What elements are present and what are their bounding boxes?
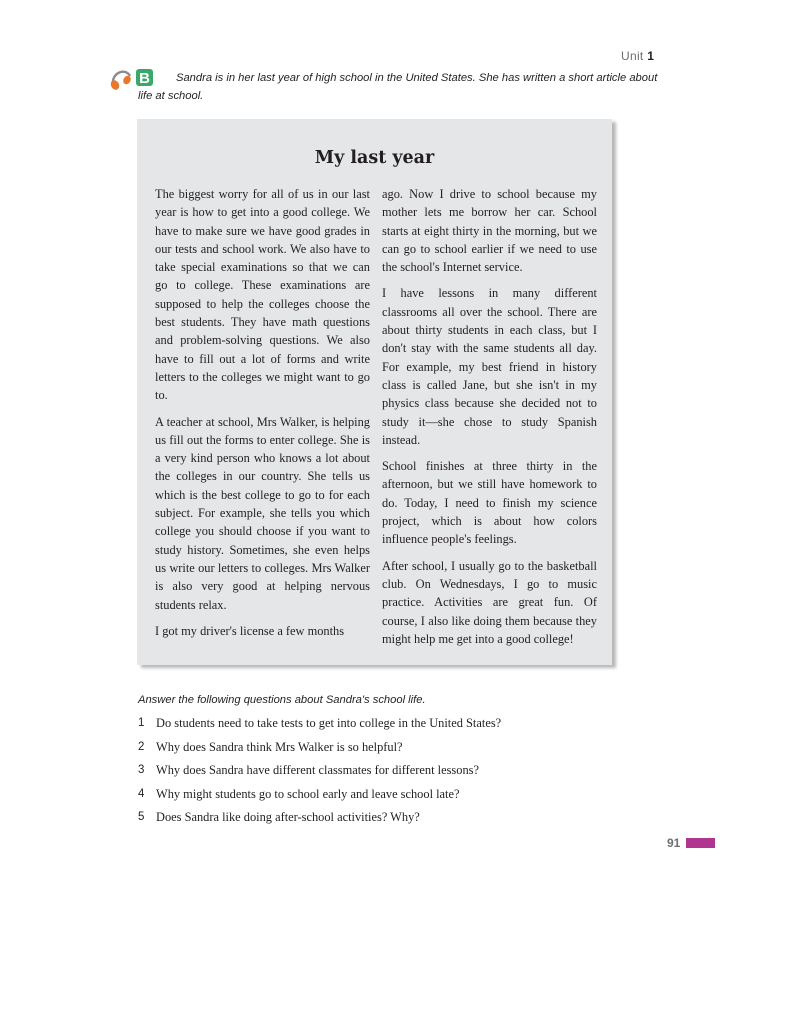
article-paragraph: School finishes at three thirty in the afternoon, but we still have homework to do. Today, I need to finish my science project, which is about how colors influence people's feelings.	[382, 459, 597, 547]
question-text: Does Sandra like doing after-school activities? Why?	[156, 810, 420, 824]
task-letter: B	[139, 70, 150, 87]
question-item	[138, 740, 698, 764]
article-paragraph: I have lessons in many different classrooms all over the school. There are about thirty students in each class, but I don't stay with the same students all day. For example, my best friend in history class is called Jane, but she isn't in my physics class because she decided not to study it—she chose to study Spanish instead.	[382, 286, 597, 447]
question-text: Why does Sandra think Mrs Walker is so helpful?	[156, 739, 403, 754]
unit-number: 1	[647, 49, 655, 63]
question-number: 4	[138, 787, 145, 800]
question-item	[138, 810, 698, 834]
page-number: 91	[667, 836, 681, 850]
question-number: 3	[138, 764, 145, 776]
page-accent-bar	[686, 838, 715, 848]
unit-word: Unit	[621, 49, 644, 63]
questions-intro: Answer the following questions about Sandra's school life.	[138, 694, 426, 706]
question-item	[138, 716, 698, 740]
questions-list	[138, 716, 698, 834]
question-item	[138, 763, 698, 787]
task-intro: Sandra is in her last year of high school in the United States. She has written a short article about life at school.	[138, 72, 658, 102]
question-number: 5	[138, 811, 145, 823]
article-paragraph: A teacher at school, Mrs Walker, is helping us fill out the forms to enter college. She is a very kind person who knows a lot about the colleges in our country. She tells us which is the best college to go to for each subject. For example, she tells you which college you should choose if you want to study history. Sometimes, she even helps us write our letters to colleges. Mrs Walker is also very good at helping nervous students relax.	[155, 414, 370, 612]
article-paragraph: After school, I usually go to the basketball club. On Wednesdays, I go to music practice. Activities are great fun. Of course, I also like doing them because they might help me get into a good college!	[382, 558, 597, 646]
question-item	[138, 787, 698, 811]
question-text: Why might students go to school early and leave school late?	[156, 786, 460, 801]
article-title: My last year	[314, 148, 435, 168]
question-text: Do students need to take tests to get into college in the United States?	[156, 716, 502, 730]
unit-label	[621, 49, 654, 63]
question-text: Why does Sandra have different classmates for different lessons?	[156, 763, 479, 777]
article-left-column	[155, 185, 370, 648]
question-number: 2	[138, 740, 145, 753]
question-number: 1	[138, 717, 145, 729]
article-paragraph: I got my driver's license a few months	[155, 623, 345, 638]
article-paragraph: ago. Now I drive to school because my mother lets me borrow her car. School starts at eight thirty in the morning, but we can go to school earlier if we need to use the school's Internet service.	[382, 187, 597, 275]
article-paragraph: The biggest worry for all of us in our last year is how to get into a good college. We have to make sure we have good grades in our tests and school work. We also have to take special examinations so that we can go to college. These examinations are supposed to help the colleges choose the best students. They have math questions and problem-solving questions. We also have to fill out a lot of forms and write letters to the colleges we might want to go to.	[155, 187, 370, 403]
article-right-column	[382, 185, 597, 656]
